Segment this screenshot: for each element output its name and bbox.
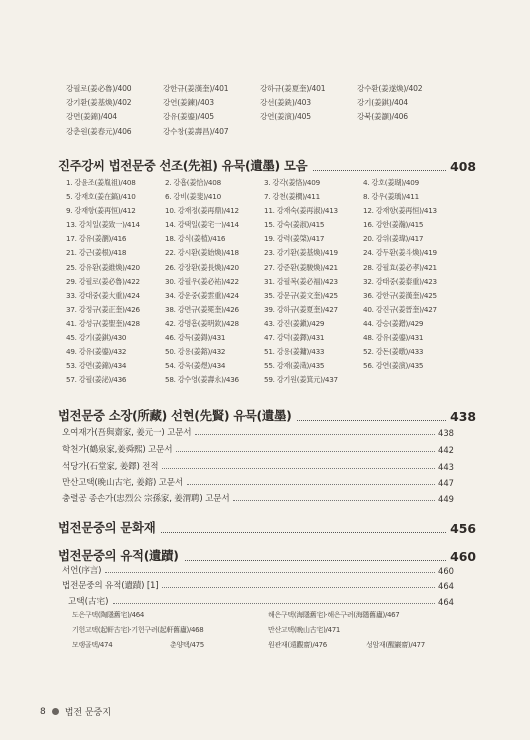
list-item: 강북(姜灝)/406	[357, 112, 408, 122]
list-item: 29. 강필로(姜必魯)/422	[66, 276, 140, 286]
list-item: 강기환(姜基煥)/402	[66, 98, 132, 108]
list-item: 강하규(姜夏奎)/401	[260, 84, 326, 93]
list-item: 54. 강욱(姜煜)/434	[165, 361, 226, 371]
list-item: 36. 강한규(姜漢奎)/425	[363, 290, 437, 300]
toc-entry[interactable]: 법전문중의 유적(遺蹟) [1] 464	[62, 581, 454, 591]
section-collection[interactable]	[58, 406, 476, 424]
leader-dots	[297, 420, 446, 421]
list-item: 51. 강용(姜鏞)/433	[264, 347, 325, 357]
list-item: 강필로(姜必魯)/400	[66, 84, 132, 93]
list-item	[363, 373, 462, 387]
list-item: 30. 강필우(姜必祐)/422	[165, 276, 239, 286]
list-item: 52. 강돈(姜暾)/433	[363, 347, 424, 357]
section-ancestor-calligraphy[interactable]	[58, 156, 476, 174]
list-item: 강수환(姜遂煥)/402	[357, 84, 423, 93]
list-item: 23. 강기환(姜基煥)/419	[264, 248, 338, 258]
list-item	[170, 623, 268, 638]
toc-entry[interactable]: 오여재가(吾與齋家, 姜元一) 고문서 438	[62, 428, 454, 438]
section-title: 진주강씨 법전문중 선조(先祖) 유묵(遺墨) 모음	[58, 158, 308, 173]
list-item: 강면(姜錦)/404	[66, 112, 117, 122]
list-item: 58. 강수영(姜壽永)/436	[165, 375, 239, 385]
list-item: 31. 강필복(姜必福)/423	[264, 276, 338, 286]
list-item: 강수창(姜壽昌)/407	[163, 126, 229, 136]
page-number: 8	[40, 706, 46, 717]
list-item: 56. 강연(姜演)/435	[363, 361, 424, 371]
leader-dots	[185, 560, 447, 561]
toc-entry[interactable]: 만산고택(晩山古宅, 姜鎔) 고문서 447	[62, 478, 454, 488]
list-item: 44. 강승(姜鏳)/429	[363, 318, 424, 328]
list-item: 59. 강기원(姜箕元)/437	[264, 375, 338, 385]
list-item: 57. 강필(姜泌)/436	[66, 375, 127, 385]
bullet-icon	[52, 708, 59, 715]
section-page: 460	[450, 549, 476, 564]
list-item: 10. 강재정(姜再鼎)/412	[165, 206, 239, 216]
list-item: 32. 강태중(姜泰重)/423	[363, 276, 437, 286]
list-item: 50. 강용(姜鎔)/432	[165, 347, 226, 357]
list-item: 성암재(醒巖齋)/477	[366, 641, 425, 649]
list-item: 도은구택(陶隱舊宅)/464	[72, 611, 145, 619]
list-item: 강기(姜錤)/404	[357, 98, 408, 108]
list-item: 19. 강력(姜棨)/417	[264, 234, 325, 244]
list-item	[170, 608, 268, 623]
list-item: 춘양택/475	[170, 641, 204, 649]
list-item: 만산고택(晩山古宅)/471	[268, 626, 341, 634]
leader-dots	[313, 170, 446, 171]
toc-entry[interactable]: 석당가(石堂家, 姜鐸) 전적 443	[62, 462, 454, 472]
list-item: 강선(姜銑)/403	[260, 98, 311, 108]
list-item: 1. 강윤조(姜胤祖)/408	[66, 178, 136, 187]
list-item: 34. 강운중(姜雲重)/424	[165, 290, 239, 300]
list-item: 2. 강흡(姜恰)/408	[165, 178, 221, 187]
list-item: 48. 강유(姜鎏)/431	[363, 333, 424, 343]
list-item: 3. 강각(姜恪)/409	[264, 178, 320, 187]
list-item: 해은구택(海隱舊宅)·해은구려(海隱舊廬)/467	[268, 611, 400, 619]
list-item: 37. 강정규(姜正奎)/426	[66, 304, 140, 314]
list-item: 41. 강성규(姜聖奎)/428	[66, 318, 140, 328]
toc-entry[interactable]: 서언(序言) 460	[62, 566, 454, 576]
list-item: 53. 강면(姜錦)/434	[66, 361, 127, 371]
list-item: 38. 강면규(姜冕奎)/426	[165, 304, 239, 314]
list-item: 강연(姜鍊)/403	[163, 98, 214, 108]
list-item: 4. 강호(姜瑚)/409	[363, 178, 419, 187]
list-item: 49. 강유(姜鎏)/432	[66, 347, 127, 357]
list-item: 20. 강위(姜瑋)/417	[363, 234, 424, 244]
leader-dots	[161, 532, 446, 533]
list-item: 원관재(遠觀齋)/476	[268, 641, 327, 649]
list-item: 강유(姜鎏)/405	[163, 112, 214, 122]
ancestor-calligraphy-list	[66, 176, 476, 387]
list-item: 40. 강진규(姜晉奎)/427	[363, 304, 437, 314]
toc-subentry[interactable]: 고택(古宅) 464	[68, 597, 454, 607]
list-item: 6. 강비(姜斐)/410	[165, 192, 221, 202]
list-item: 25. 강유환(姜維煥)/420	[66, 262, 140, 272]
top-name-list	[66, 82, 466, 139]
section-page: 408	[450, 159, 476, 174]
toc-entry[interactable]: 학천가(鶴泉家,姜舜熙) 고문서 442	[62, 445, 454, 455]
list-item: 35. 강문규(姜文奎)/425	[264, 290, 338, 300]
list-item: 8. 강우(姜瑀)/411	[363, 192, 419, 202]
list-item: 모랭골택/474	[72, 641, 113, 649]
list-item: 17. 강유(姜瀏)/416	[66, 234, 127, 244]
list-item: 13. 강치일(姜致一)/414	[66, 220, 140, 230]
toc-entry[interactable]: 충렬공 종손가(忠烈公 宗孫家, 姜渭聘) 고문서 449	[62, 494, 454, 504]
section-title: 법전문중 소장(所藏) 선현(先賢) 유묵(遺墨)	[58, 408, 292, 423]
list-item: 39. 강하규(姜夏奎)/427	[264, 304, 338, 314]
list-item: 47. 강덕(姜鐸)/431	[264, 333, 325, 343]
list-item	[366, 623, 472, 638]
list-item: 28. 강필효(姜必孝)/421	[363, 262, 437, 272]
list-item: 9. 강재항(姜再恒)/412	[66, 206, 136, 216]
section-title: 법전문중의 문화재	[58, 520, 156, 535]
old-house-list	[72, 608, 472, 653]
book-name: 법전 문중지	[64, 708, 112, 718]
list-item: 24. 강두환(姜斗煥)/419	[363, 248, 437, 258]
section-page: 438	[450, 409, 476, 424]
list-item: 45. 강기(姜錤)/430	[66, 333, 127, 343]
list-item: 7. 강천(姜橍)/411	[264, 192, 320, 202]
list-item: 22. 강시환(姜始煥)/418	[165, 248, 239, 258]
list-item: 12. 강재항(姜再恒)/413	[363, 206, 437, 216]
list-item: 강춘원(姜春元)/406	[66, 126, 132, 136]
list-item: 15. 강숙(姜淑)/415	[264, 220, 325, 230]
list-item: 26. 강장환(姜長煥)/420	[165, 262, 239, 272]
list-item: 14. 강택일(姜宅一)/414	[165, 220, 239, 230]
list-item: 46. 강득(姜鍀)/431	[165, 333, 226, 343]
list-item: 11. 강재숙(姜再淑)/413	[264, 206, 338, 216]
list-item	[366, 608, 472, 623]
list-item: 5. 강재호(姜在鎬)/410	[66, 192, 136, 202]
list-item: 강연(姜演)/405	[260, 112, 311, 122]
list-item: 43. 강진(姜鎭)/429	[264, 318, 325, 328]
list-item: 16. 강한(姜瀚)/415	[363, 220, 424, 230]
list-item: 기헌고택(起軒古宅)·기헌구려(起軒舊廬)/468	[72, 626, 204, 634]
list-item: 27. 강준환(姜駿煥)/421	[264, 262, 338, 272]
section-page: 456	[450, 521, 476, 536]
list-item: 33. 강대중(姜大重)/424	[66, 290, 140, 300]
list-item: 18. 강식(姜植)/416	[165, 234, 226, 244]
section-cultural-assets[interactable]	[58, 518, 476, 536]
section-title: 법전문중의 유적(遺蹟)	[58, 548, 179, 563]
list-item: 55. 강재(姜渽)/435	[264, 361, 325, 371]
list-item: 42. 강명흠(姜明欽)/428	[165, 318, 239, 328]
page-footer	[40, 705, 111, 718]
list-item: 강한규(姜漢奎)/401	[163, 84, 229, 93]
list-item: 21. 강근(姜根)/418	[66, 248, 127, 258]
